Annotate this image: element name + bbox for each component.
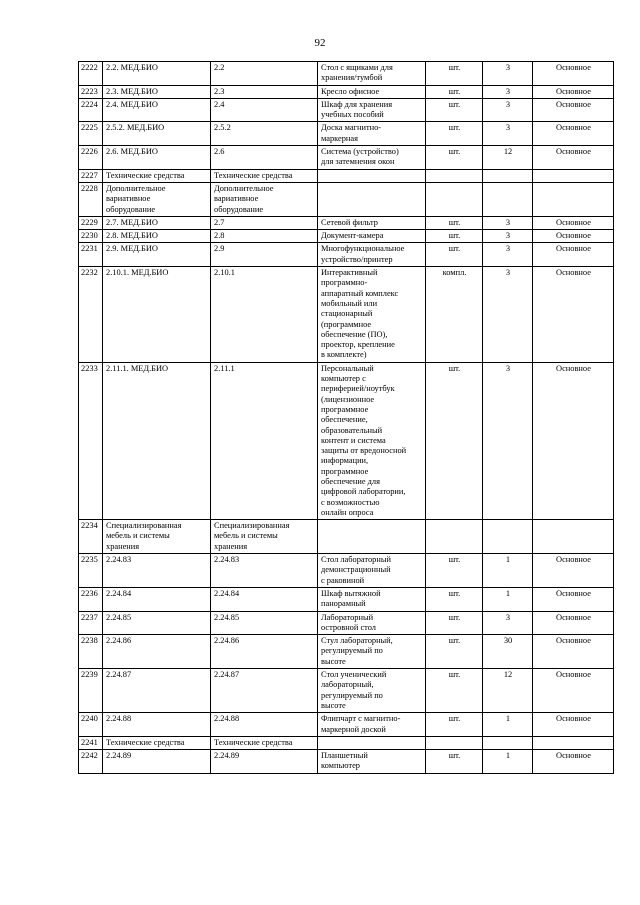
table-row xyxy=(79,669,614,713)
equipment-type-cell: Основное xyxy=(533,85,614,98)
item-name-cell xyxy=(318,520,426,554)
section-code-cell: 2.5.2. МЕД.БИО xyxy=(103,122,211,146)
item-name-cell: Шкаф для хранения учебных пособий xyxy=(318,98,426,122)
section-code-cell: 2.24.83 xyxy=(103,554,211,588)
unit-cell xyxy=(426,736,483,749)
unit-cell: шт. xyxy=(426,669,483,713)
unit-cell: шт. xyxy=(426,635,483,669)
item-name-cell: Доска магнитно- маркерная xyxy=(318,122,426,146)
row-number-cell: 2232 xyxy=(79,267,103,363)
row-number-cell: 2233 xyxy=(79,362,103,519)
equipment-table-body xyxy=(79,62,614,774)
row-number-cell: 2240 xyxy=(79,713,103,737)
table-row xyxy=(79,635,614,669)
quantity-cell: 1 xyxy=(483,587,533,611)
row-number-cell: 2227 xyxy=(79,169,103,182)
item-code-cell: 2.8 xyxy=(211,230,318,243)
item-name-cell: Кресло офисное xyxy=(318,85,426,98)
item-name-cell xyxy=(318,182,426,216)
unit-cell: шт. xyxy=(426,243,483,267)
item-code-cell: 2.10.1 xyxy=(211,267,318,363)
section-code-cell: 2.7. МЕД.БИО xyxy=(103,216,211,229)
section-code-cell: 2.6. МЕД.БИО xyxy=(103,146,211,170)
section-code-cell: Технические средства xyxy=(103,169,211,182)
unit-cell xyxy=(426,182,483,216)
unit-cell: шт. xyxy=(426,146,483,170)
row-number-cell: 2231 xyxy=(79,243,103,267)
quantity-cell: 1 xyxy=(483,554,533,588)
table-row xyxy=(79,216,614,229)
table-row xyxy=(79,611,614,635)
table-row xyxy=(79,554,614,588)
unit-cell: шт. xyxy=(426,713,483,737)
table-row xyxy=(79,267,614,363)
quantity-cell: 12 xyxy=(483,669,533,713)
section-code-cell: 2.4. МЕД.БИО xyxy=(103,98,211,122)
section-code-cell: 2.24.89 xyxy=(103,750,211,774)
item-name-cell: Сетевой фильтр xyxy=(318,216,426,229)
row-number-cell: 2235 xyxy=(79,554,103,588)
unit-cell: шт. xyxy=(426,750,483,774)
equipment-type-cell: Основное xyxy=(533,267,614,363)
item-code-cell: 2.6 xyxy=(211,146,318,170)
row-number-cell: 2222 xyxy=(79,62,103,86)
row-number-cell: 2223 xyxy=(79,85,103,98)
quantity-cell xyxy=(483,169,533,182)
quantity-cell: 3 xyxy=(483,85,533,98)
equipment-table xyxy=(78,61,614,774)
table-row xyxy=(79,520,614,554)
table-row xyxy=(79,146,614,170)
row-number-cell: 2238 xyxy=(79,635,103,669)
item-name-cell: Персональный компьютер с периферией/ноутбук (лицензионное программное обеспечение, образовательный контент и система защиты от вредоносной информации, программное обеспечение для цифровой лаборатории, с возможностью онлайн опроса xyxy=(318,362,426,519)
item-name-cell: Планшетный компьютер xyxy=(318,750,426,774)
row-number-cell: 2224 xyxy=(79,98,103,122)
table-row xyxy=(79,736,614,749)
item-name-cell xyxy=(318,169,426,182)
row-number-cell: 2230 xyxy=(79,230,103,243)
unit-cell xyxy=(426,520,483,554)
quantity-cell: 3 xyxy=(483,267,533,363)
row-number-cell: 2242 xyxy=(79,750,103,774)
item-name-cell: Интерактивный программно- аппаратный комплекс мобильный или стационарный (программное обеспечение (ПО), проектор, крепление в комплекте) xyxy=(318,267,426,363)
quantity-cell: 1 xyxy=(483,750,533,774)
row-number-cell: 2234 xyxy=(79,520,103,554)
unit-cell: шт. xyxy=(426,362,483,519)
equipment-type-cell xyxy=(533,169,614,182)
unit-cell xyxy=(426,169,483,182)
table-row xyxy=(79,85,614,98)
equipment-type-cell: Основное xyxy=(533,98,614,122)
equipment-type-cell: Основное xyxy=(533,122,614,146)
table-row xyxy=(79,122,614,146)
table-row xyxy=(79,713,614,737)
quantity-cell xyxy=(483,520,533,554)
quantity-cell: 3 xyxy=(483,611,533,635)
item-code-cell: Технические средства xyxy=(211,736,318,749)
table-row xyxy=(79,182,614,216)
quantity-cell: 12 xyxy=(483,146,533,170)
item-name-cell: Стол ученический лабораторный, регулируемый по высоте xyxy=(318,669,426,713)
equipment-type-cell: Основное xyxy=(533,554,614,588)
unit-cell: шт. xyxy=(426,230,483,243)
row-number-cell: 2239 xyxy=(79,669,103,713)
quantity-cell: 3 xyxy=(483,98,533,122)
row-number-cell: 2225 xyxy=(79,122,103,146)
table-row xyxy=(79,62,614,86)
item-code-cell: 2.24.85 xyxy=(211,611,318,635)
item-name-cell: Многофункциональное устройство/принтер xyxy=(318,243,426,267)
table-row xyxy=(79,362,614,519)
item-name-cell: Шкаф вытяжной панорамный xyxy=(318,587,426,611)
item-name-cell: Стул лабораторный, регулируемый по высоте xyxy=(318,635,426,669)
quantity-cell xyxy=(483,182,533,216)
unit-cell: шт. xyxy=(426,611,483,635)
section-code-cell: 2.9. МЕД.БИО xyxy=(103,243,211,267)
section-code-cell: 2.24.85 xyxy=(103,611,211,635)
table-row xyxy=(79,587,614,611)
unit-cell: шт. xyxy=(426,62,483,86)
item-code-cell: 2.24.86 xyxy=(211,635,318,669)
row-number-cell: 2241 xyxy=(79,736,103,749)
unit-cell: шт. xyxy=(426,98,483,122)
equipment-type-cell xyxy=(533,182,614,216)
section-code-cell: Технические средства xyxy=(103,736,211,749)
item-code-cell: 2.24.87 xyxy=(211,669,318,713)
section-code-cell: 2.24.87 xyxy=(103,669,211,713)
table-row xyxy=(79,98,614,122)
item-name-cell: Стол лабораторный демонстрационный с раковиной xyxy=(318,554,426,588)
quantity-cell: 3 xyxy=(483,216,533,229)
item-code-cell: Дополнительное вариативное оборудование xyxy=(211,182,318,216)
item-code-cell: 2.2 xyxy=(211,62,318,86)
item-code-cell: 2.24.89 xyxy=(211,750,318,774)
equipment-type-cell xyxy=(533,520,614,554)
equipment-type-cell: Основное xyxy=(533,611,614,635)
unit-cell: шт. xyxy=(426,85,483,98)
item-name-cell: Документ-камера xyxy=(318,230,426,243)
quantity-cell: 3 xyxy=(483,230,533,243)
section-code-cell: 2.2. МЕД.БИО xyxy=(103,62,211,86)
equipment-type-cell: Основное xyxy=(533,362,614,519)
item-code-cell: 2.24.88 xyxy=(211,713,318,737)
equipment-type-cell xyxy=(533,736,614,749)
row-number-cell: 2229 xyxy=(79,216,103,229)
quantity-cell: 3 xyxy=(483,62,533,86)
table-row xyxy=(79,169,614,182)
table-row xyxy=(79,230,614,243)
table-row xyxy=(79,243,614,267)
quantity-cell: 3 xyxy=(483,243,533,267)
unit-cell: шт. xyxy=(426,554,483,588)
page-number: 92 xyxy=(314,37,326,49)
section-code-cell: Специализированная мебель и системы хранения xyxy=(103,520,211,554)
item-code-cell: 2.7 xyxy=(211,216,318,229)
equipment-type-cell: Основное xyxy=(533,146,614,170)
row-number-cell: 2236 xyxy=(79,587,103,611)
quantity-cell: 3 xyxy=(483,122,533,146)
section-code-cell: 2.24.88 xyxy=(103,713,211,737)
equipment-type-cell: Основное xyxy=(533,713,614,737)
section-code-cell: 2.10.1. МЕД.БИО xyxy=(103,267,211,363)
item-code-cell: 2.3 xyxy=(211,85,318,98)
item-code-cell: 2.24.83 xyxy=(211,554,318,588)
item-code-cell: 2.5.2 xyxy=(211,122,318,146)
row-number-cell: 2228 xyxy=(79,182,103,216)
item-code-cell: 2.24.84 xyxy=(211,587,318,611)
equipment-type-cell: Основное xyxy=(533,243,614,267)
item-code-cell: Специализированная мебель и системы хранения xyxy=(211,520,318,554)
equipment-type-cell: Основное xyxy=(533,669,614,713)
equipment-type-cell: Основное xyxy=(533,750,614,774)
equipment-type-cell: Основное xyxy=(533,230,614,243)
equipment-type-cell: Основное xyxy=(533,635,614,669)
quantity-cell: 30 xyxy=(483,635,533,669)
unit-cell: шт. xyxy=(426,587,483,611)
item-code-cell: 2.9 xyxy=(211,243,318,267)
item-code-cell: Технические средства xyxy=(211,169,318,182)
equipment-type-cell: Основное xyxy=(533,62,614,86)
unit-cell: компл. xyxy=(426,267,483,363)
item-code-cell: 2.11.1 xyxy=(211,362,318,519)
section-code-cell: Дополнительное вариативное оборудование xyxy=(103,182,211,216)
row-number-cell: 2237 xyxy=(79,611,103,635)
section-code-cell: 2.24.84 xyxy=(103,587,211,611)
quantity-cell xyxy=(483,736,533,749)
item-name-cell: Флипчарт с магнитно- маркерной доской xyxy=(318,713,426,737)
unit-cell: шт. xyxy=(426,122,483,146)
row-number-cell: 2226 xyxy=(79,146,103,170)
equipment-type-cell: Основное xyxy=(533,587,614,611)
item-name-cell: Система (устройство) для затемнения окон xyxy=(318,146,426,170)
table-row xyxy=(79,750,614,774)
item-name-cell xyxy=(318,736,426,749)
item-name-cell: Стол с ящиками для хранения/тумбой xyxy=(318,62,426,86)
quantity-cell: 3 xyxy=(483,362,533,519)
section-code-cell: 2.24.86 xyxy=(103,635,211,669)
equipment-type-cell: Основное xyxy=(533,216,614,229)
item-name-cell: Лабораторный островной стол xyxy=(318,611,426,635)
section-code-cell: 2.3. МЕД.БИО xyxy=(103,85,211,98)
unit-cell: шт. xyxy=(426,216,483,229)
quantity-cell: 1 xyxy=(483,713,533,737)
section-code-cell: 2.8. МЕД.БИО xyxy=(103,230,211,243)
item-code-cell: 2.4 xyxy=(211,98,318,122)
section-code-cell: 2.11.1. МЕД.БИО xyxy=(103,362,211,519)
